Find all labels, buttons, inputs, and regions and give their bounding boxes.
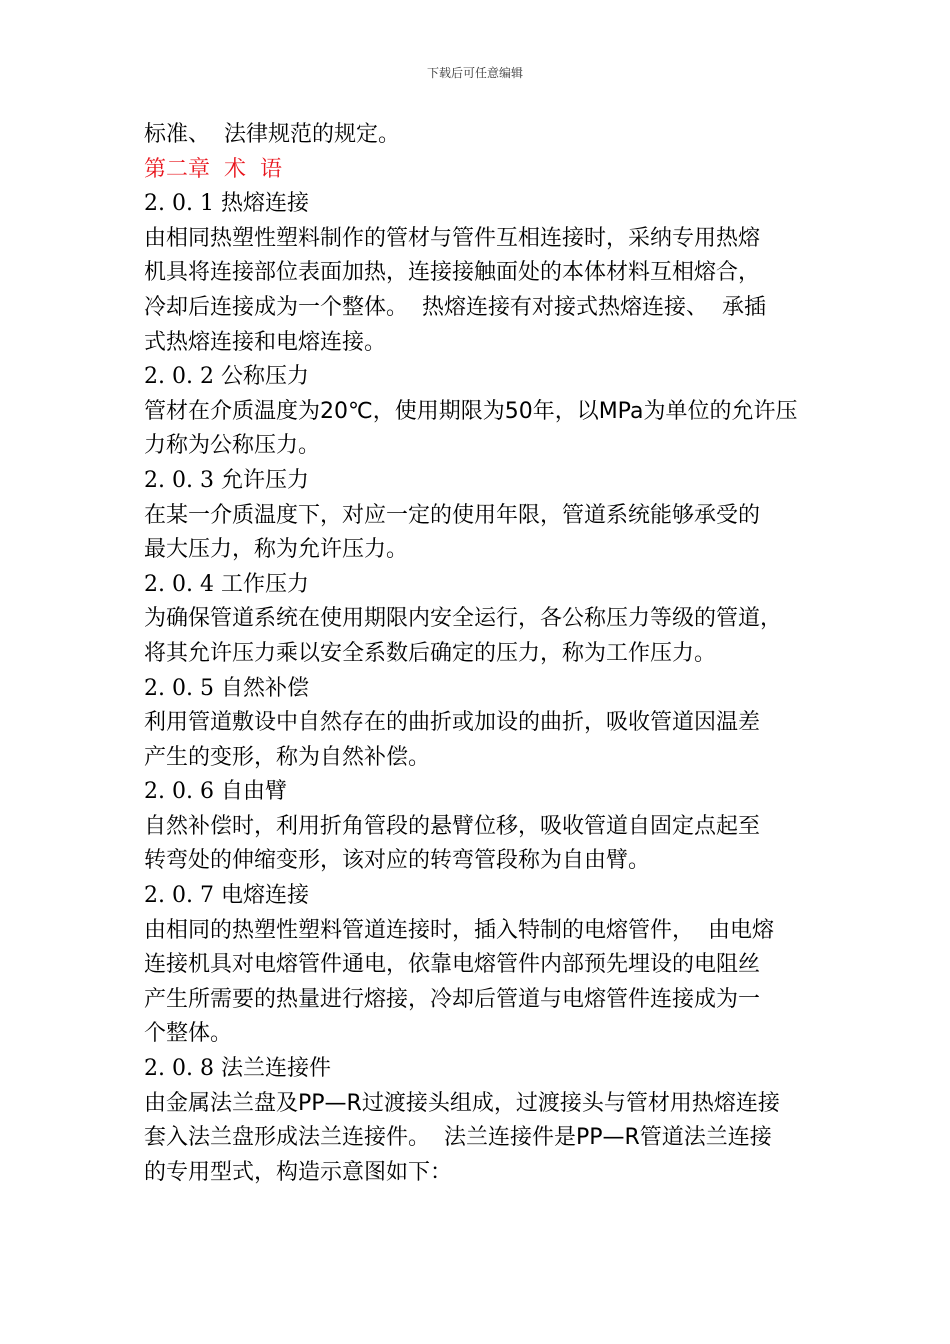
paragraph-line: 将其允许压力乘以安全系数后确定的压力，称为工作压力。 [144,640,717,666]
paragraph-line: 力称为公称压力。 [144,433,321,459]
paragraph-line: 管材在介质温度为20℃，使用期限为50年，以MPa为单位的允许压 [144,398,798,424]
paragraph-line: 由相同热塑性塑料制作的管材与管件互相连接时，采纳专用热熔 [144,225,761,251]
paragraph-line: 自然补偿时，利用折角管段的悬臂位移，吸收管道自固定点起至 [144,813,761,839]
paragraph-line: 个整体。 [144,1021,233,1047]
paragraph-line: 产生的变形，称为自然补偿。 [144,744,431,770]
paragraph-line: 转弯处的伸缩变形，该对应的转弯管段称为自由臂。 [144,848,651,874]
paragraph-line: 由相同的热塑性塑料管道连接时，插入特制的电熔管件， 由电熔 [144,917,774,943]
term-heading: 2. 0. 2 公称压力 [144,364,309,390]
paragraph-line: 在某一介质温度下，对应一定的使用年限，管道系统能够承受的 [144,502,761,528]
paragraph-line: 连接机具对电熔管件通电，依靠电熔管件内部预先埋设的电阻丝 [144,952,761,978]
paragraph-line: 冷却后连接成为一个整体。 热熔连接有对接式热熔连接、 承插 [144,294,766,320]
paragraph-line: 利用管道敷设中自然存在的曲折或加设的曲折，吸收管道因温差 [144,710,761,736]
paragraph-line: 机具将连接部位表面加热，连接接触面处的本体材料互相熔合， [144,260,761,286]
paragraph-line: 标准、 法律规范的规定。 [144,122,400,147]
paragraph-line: 的专用型式，构造示意图如下： [144,1159,453,1185]
paragraph-line: 为确保管道系统在使用期限内安全运行，各公称压力等级的管道， [144,606,783,632]
term-heading: 2. 0. 3 允许压力 [144,467,309,493]
term-heading: 2. 0. 7 电熔连接 [144,883,309,909]
term-heading: 2. 0. 6 自由臂 [144,779,287,805]
chapter-heading: 第二章 术 语 [144,156,282,182]
paragraph-line: 套入法兰盘形成法兰连接件。 法兰连接件是PP—R管道法兰连接 [144,1125,772,1151]
document-body [144,118,824,1190]
paragraph-line: 产生所需要的热量进行熔接，冷却后管道与电熔管件连接成为一 [144,986,761,1012]
paragraph-line: 由金属法兰盘及PP—R过渡接头组成，过渡接头与管材用热熔连接 [144,1090,780,1116]
term-heading: 2. 0. 8 法兰连接件 [144,1056,331,1082]
paragraph-line: 最大压力，称为允许压力。 [144,537,409,563]
paragraph-line: 式热熔连接和电熔连接。 [144,329,387,355]
page-header: 下载后可任意编辑 [426,66,523,80]
term-heading: 2. 0. 5 自然补偿 [144,675,309,701]
term-heading: 2. 0. 4 工作压力 [144,571,309,597]
term-heading: 2. 0. 1 热熔连接 [144,191,309,217]
